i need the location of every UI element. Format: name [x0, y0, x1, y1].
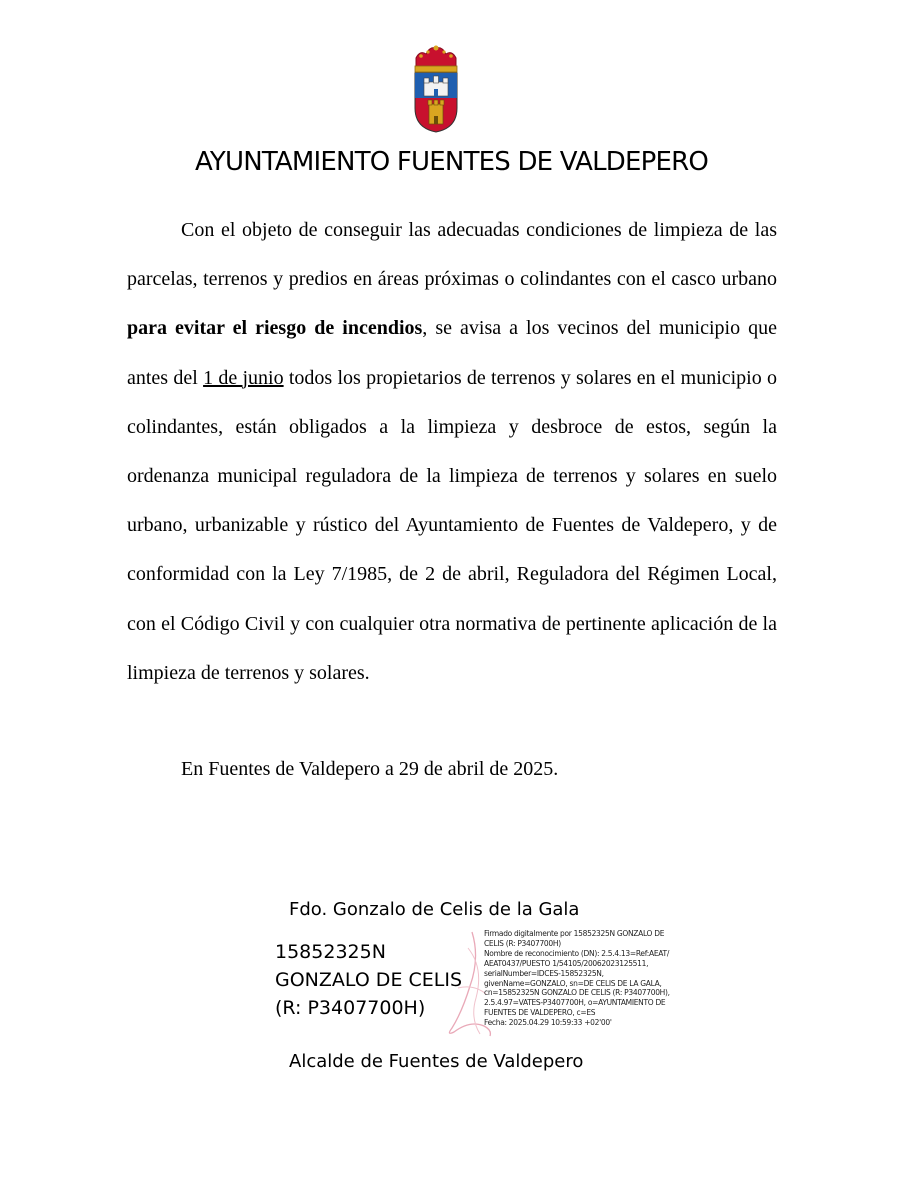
notice-text-bold: para evitar el riesgo de incendios: [127, 317, 423, 340]
notice-text-intro: Con el objeto de conseguir las adecuadas condiciones de limpieza de las parcelas, terrenos y predios en áreas próximas o colindantes con el casco urbano: [127, 219, 777, 291]
notice-paragraph: [127, 206, 777, 698]
signature-detail-line: CELIS (R: P3407700H): [484, 938, 561, 948]
signature-detail-line: Firmado digitalmente por 15852325N GONZALO DE: [484, 929, 665, 938]
date-line: En Fuentes de Valdepero a 29 de abril de 2025.: [181, 758, 559, 780]
signature-rep: (R: P3407700H): [275, 997, 426, 1019]
coat-of-arms-icon: [410, 44, 462, 134]
signature-detail-line: Nombre de reconocimiento (DN): 2.5.4.13=Ref:AEAT/: [484, 948, 670, 958]
digital-signature-name-block: [275, 938, 462, 1022]
page-title: AYUNTAMIENTO FUENTES DE VALDEPERO: [194, 147, 709, 177]
signature-detail-line: cn=15852325N GONZALO DE CELIS (R: P3407700H),: [484, 988, 670, 998]
digital-signature-details: [484, 929, 689, 1028]
notice-text-end: todos los propietarios de terrenos y solares en el municipio o colindantes, están obligados a la limpieza y desbroce de estos, según la ordenanza municipal reguladora de la limpieza de terrenos y solares en suelo urbano, urbanizable y rústico del Ayuntamiento de Fuentes de Valdepero, y de conformidad con la Ley 7/1985, de 2 de abril, Reguladora del Régimen Local, con el Código Civil y con cualquier otra normativa de pertinente aplicación de la limpieza de terrenos y solares.: [127, 366, 778, 684]
signature-name: GONZALO DE CELIS: [275, 969, 463, 991]
deadline-date: 1 de junio: [203, 366, 284, 389]
signature-detail-line: givenName=GONZALO, sn=DE CELIS DE LA GALA,: [484, 978, 662, 988]
signature-detail-line: AEAT0437/PUESTO 1/54105/20062023125511,: [484, 958, 649, 968]
signature-detail-line: 2.5.4.97=VATES-P3407700H, o=AYUNTAMIENTO DE: [484, 998, 666, 1008]
mayor-title: Alcalde de Fuentes de Valdepero: [289, 1051, 584, 1072]
signature-detail-line: FUENTES DE VALDEPERO, c=ES: [484, 1008, 596, 1018]
signature-detail-line: serialNumber=IDCES-15852325N,: [484, 968, 604, 978]
signature-id: 15852325N: [275, 941, 386, 963]
notice-text-middle: , se avisa a los vecinos del municipio que antes del: [127, 317, 777, 389]
signer-name: Fdo. Gonzalo de Celis de la Gala: [289, 899, 580, 920]
signature-detail-line: Fecha: 2025.04.29 10:59:33 +02'00': [484, 1018, 612, 1028]
